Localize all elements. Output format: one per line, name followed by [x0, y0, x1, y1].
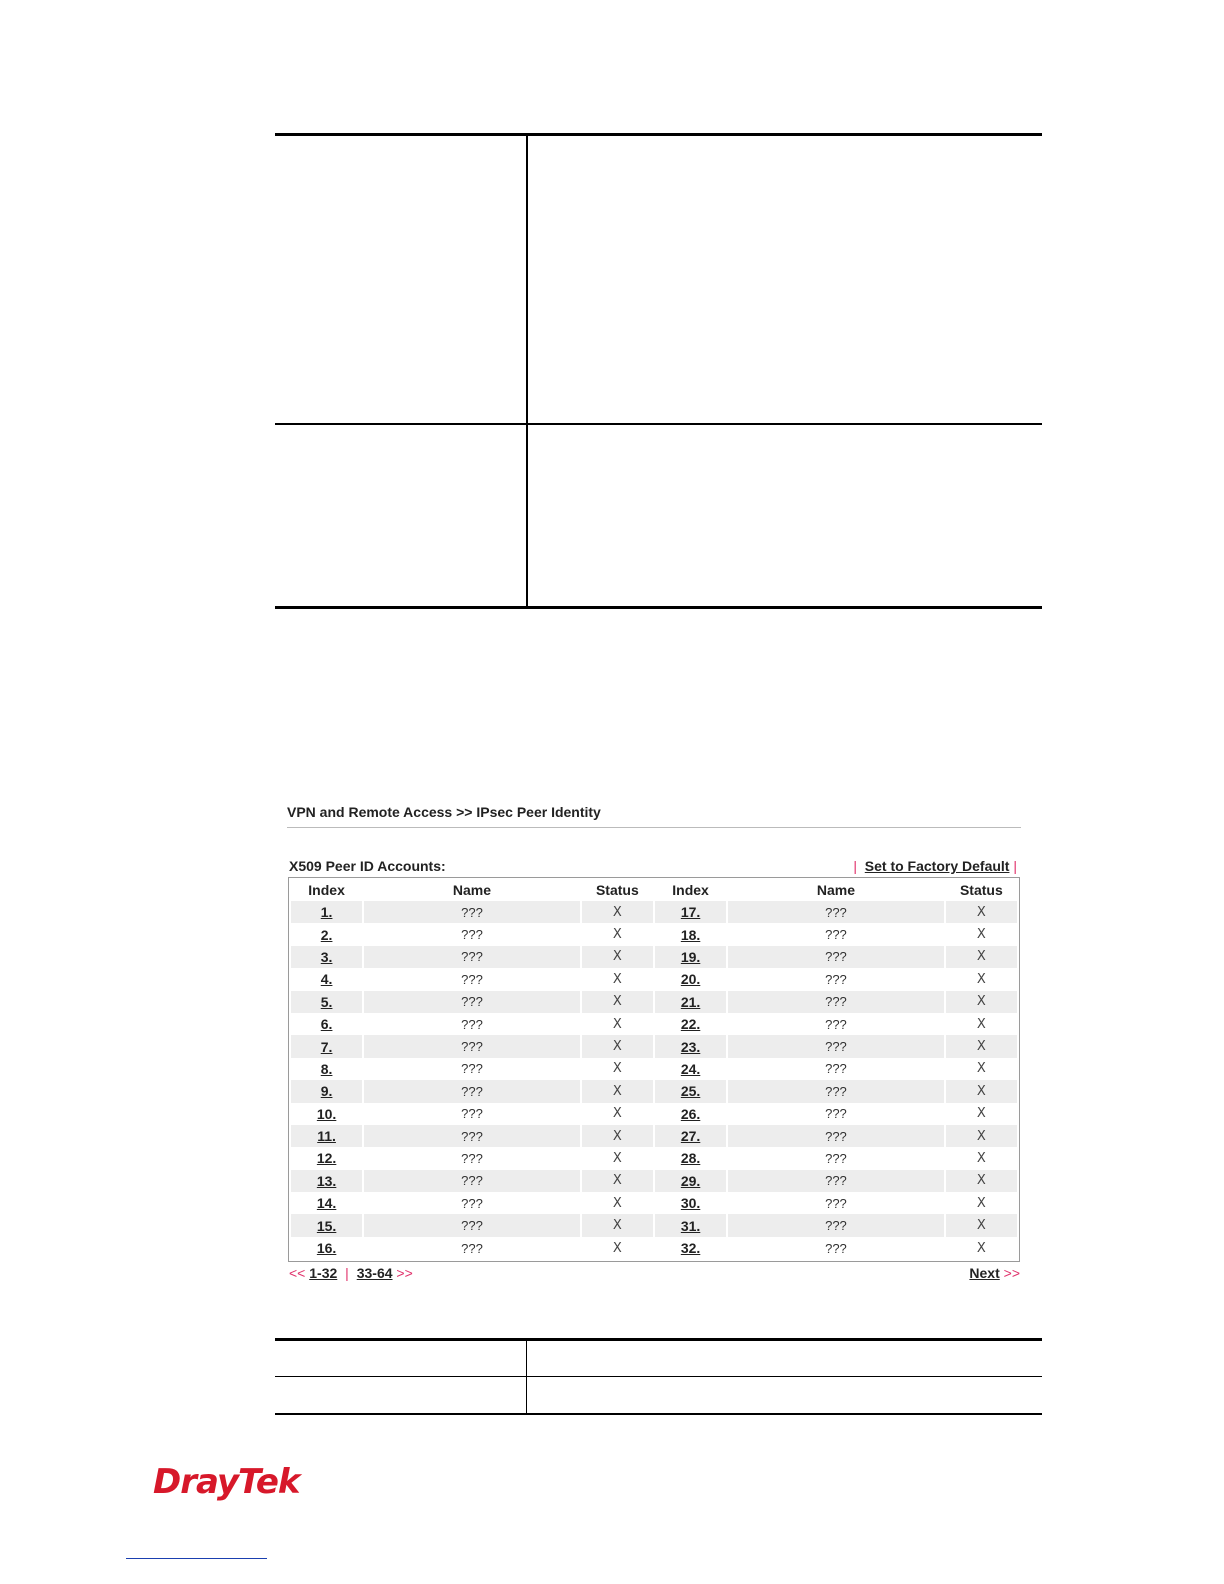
- column-header-index: Index: [672, 881, 709, 898]
- index-cell: [655, 1192, 726, 1214]
- status-cell: X: [946, 1170, 1017, 1192]
- index-link[interactable]: 7.: [320, 1038, 333, 1055]
- status-cell: X: [946, 991, 1017, 1013]
- name-cell: ???: [728, 1170, 944, 1192]
- name-cell: ???: [461, 1150, 483, 1166]
- name-cell: ???: [728, 946, 944, 968]
- table-row: [291, 968, 1017, 990]
- table-rule: [275, 606, 1042, 609]
- status-cell: X: [976, 971, 986, 987]
- status-cell: X: [946, 1214, 1017, 1236]
- index-cell: [291, 968, 362, 990]
- index-link[interactable]: 30.: [680, 1195, 701, 1212]
- table-rule: [275, 1338, 1042, 1341]
- index-link[interactable]: 27.: [680, 1128, 701, 1145]
- name-cell: ???: [728, 1035, 944, 1057]
- table-row: [291, 1192, 1017, 1214]
- table-rule: [275, 423, 1042, 425]
- index-link[interactable]: 31.: [680, 1217, 701, 1234]
- index-cell: [291, 1080, 362, 1102]
- index-link[interactable]: 32.: [680, 1240, 701, 1257]
- pipe-separator: |: [345, 1265, 349, 1281]
- index-cell: [291, 1147, 362, 1169]
- name-cell: ???: [728, 1080, 944, 1102]
- page-range-1-32-link[interactable]: 1-32: [309, 1265, 338, 1281]
- index-cell: [291, 923, 362, 945]
- status-cell: X: [612, 1240, 622, 1256]
- index-link[interactable]: 4.: [320, 971, 333, 988]
- next-arrows: >>: [1003, 1265, 1020, 1281]
- table-row: [291, 1147, 1017, 1169]
- index-cell: [655, 1013, 726, 1035]
- name-cell: ???: [728, 991, 944, 1013]
- status-cell: X: [612, 1106, 622, 1122]
- set-factory-default-link[interactable]: Set to Factory Default: [864, 858, 1010, 874]
- status-cell: X: [612, 1195, 622, 1211]
- table-row: [291, 1237, 1017, 1259]
- index-cell: [655, 1080, 726, 1102]
- name-cell: ???: [825, 927, 847, 943]
- index-link[interactable]: 2.: [320, 926, 333, 943]
- index-cell: [655, 1170, 726, 1192]
- footer-link-underline: [126, 1558, 267, 1559]
- status-cell: X: [946, 946, 1017, 968]
- index-cell: [291, 1035, 362, 1057]
- column-header-status: Status: [595, 881, 639, 898]
- table-row: [291, 991, 1017, 1013]
- index-cell: [291, 1214, 362, 1236]
- column-header-name: Name: [816, 881, 856, 898]
- status-cell: X: [946, 1035, 1017, 1057]
- index-link[interactable]: 17.: [680, 904, 701, 921]
- name-cell: ???: [461, 1240, 483, 1256]
- status-cell: X: [976, 1061, 986, 1077]
- status-cell: X: [946, 1125, 1017, 1147]
- name-cell: ???: [461, 971, 483, 987]
- status-cell: X: [582, 991, 653, 1013]
- table-row: [291, 1013, 1017, 1035]
- status-cell: X: [612, 971, 622, 987]
- page-range-33-64-link[interactable]: 33-64: [356, 1265, 393, 1281]
- index-cell: [291, 1237, 362, 1259]
- index-link[interactable]: 11.: [317, 1128, 336, 1145]
- index-link[interactable]: 13.: [316, 1172, 337, 1189]
- index-cell: [655, 1058, 726, 1080]
- table-header-row: [291, 878, 1017, 901]
- table-column-divider: [526, 1338, 527, 1415]
- status-cell: X: [612, 927, 622, 943]
- table-row: [291, 1103, 1017, 1125]
- status-cell: X: [976, 1240, 986, 1256]
- status-cell: X: [582, 1170, 653, 1192]
- index-cell: [655, 991, 726, 1013]
- status-cell: X: [582, 946, 653, 968]
- pipe-separator: |: [1013, 858, 1017, 874]
- table-row: [291, 1035, 1017, 1057]
- page-title: VPN and Remote Access >> IPsec Peer Identity: [287, 804, 601, 820]
- index-cell: [291, 901, 362, 923]
- name-cell: ???: [728, 1125, 944, 1147]
- column-header-name: Name: [452, 881, 492, 898]
- index-cell: [655, 968, 726, 990]
- next-arrows: >>: [396, 1265, 413, 1281]
- index-link[interactable]: 14.: [316, 1195, 337, 1212]
- table-column-divider: [526, 133, 528, 609]
- index-cell: [291, 1125, 362, 1147]
- status-cell: X: [976, 927, 986, 943]
- status-cell: X: [582, 1080, 653, 1102]
- index-link[interactable]: 1.: [320, 904, 333, 921]
- index-cell: [291, 1103, 362, 1125]
- page-range-nav: [289, 1265, 413, 1281]
- table-row: [291, 923, 1017, 945]
- name-cell: ???: [461, 1195, 483, 1211]
- status-cell: X: [582, 1035, 653, 1057]
- index-link[interactable]: 19.: [680, 948, 701, 965]
- status-cell: X: [976, 1150, 986, 1166]
- name-cell: ???: [825, 1150, 847, 1166]
- status-cell: X: [976, 1195, 986, 1211]
- status-cell: X: [582, 1125, 653, 1147]
- index-cell: [655, 1237, 726, 1259]
- status-cell: X: [582, 1214, 653, 1236]
- status-cell: X: [976, 1016, 986, 1032]
- status-cell: X: [612, 1061, 622, 1077]
- name-cell: ???: [364, 991, 580, 1013]
- name-cell: ???: [825, 1195, 847, 1211]
- name-cell: ???: [825, 971, 847, 987]
- name-cell: ???: [364, 946, 580, 968]
- name-cell: ???: [364, 901, 580, 923]
- column-header-index: Index: [308, 881, 345, 898]
- name-cell: ???: [825, 1016, 847, 1032]
- name-cell: ???: [364, 1080, 580, 1102]
- index-link[interactable]: 5.: [320, 993, 333, 1010]
- index-link[interactable]: 25.: [680, 1083, 701, 1100]
- table-row: [291, 1125, 1017, 1147]
- next-page-link[interactable]: Next: [969, 1265, 1000, 1281]
- status-cell: X: [946, 901, 1017, 923]
- name-cell: ???: [728, 1214, 944, 1236]
- index-link[interactable]: 20.: [680, 971, 701, 988]
- pipe-separator: |: [853, 858, 857, 874]
- index-cell: [291, 1058, 362, 1080]
- index-cell: [291, 946, 362, 968]
- table-row: [291, 1170, 1017, 1192]
- name-cell: ???: [461, 1106, 483, 1122]
- index-link[interactable]: 24.: [680, 1060, 701, 1077]
- factory-default-area: [853, 858, 1017, 874]
- index-link[interactable]: 23.: [680, 1038, 701, 1055]
- table-rule: [275, 1376, 1042, 1377]
- status-cell: X: [612, 1150, 622, 1166]
- name-cell: ???: [825, 1240, 847, 1256]
- index-cell: [291, 991, 362, 1013]
- status-cell: X: [612, 1016, 622, 1032]
- index-cell: [655, 946, 726, 968]
- index-cell: [291, 1192, 362, 1214]
- index-cell: [291, 1013, 362, 1035]
- index-link[interactable]: 16.: [316, 1240, 337, 1257]
- draytek-logo: DrayTek: [153, 1462, 300, 1502]
- table-rule: [275, 1413, 1042, 1415]
- name-cell: ???: [364, 1125, 580, 1147]
- index-cell: [655, 1035, 726, 1057]
- accounts-label: X509 Peer ID Accounts:: [289, 858, 446, 874]
- name-cell: ???: [364, 1035, 580, 1057]
- table-rule: [275, 133, 1042, 136]
- table-row: [291, 901, 1017, 923]
- title-divider: [287, 827, 1021, 828]
- index-link[interactable]: 18.: [680, 926, 701, 943]
- name-cell: ???: [825, 1106, 847, 1122]
- peer-id-accounts-table: [288, 877, 1020, 1262]
- name-cell: ???: [728, 901, 944, 923]
- table-row: [291, 1058, 1017, 1080]
- index-cell: [291, 1170, 362, 1192]
- status-cell: X: [582, 901, 653, 923]
- next-page-nav: [969, 1265, 1020, 1281]
- doc-table-top: [275, 133, 1042, 609]
- index-link[interactable]: 9.: [320, 1083, 333, 1100]
- index-link[interactable]: 6.: [320, 1016, 333, 1033]
- index-cell: [655, 1214, 726, 1236]
- table-row: [291, 1214, 1017, 1236]
- index-link[interactable]: 22.: [680, 1016, 701, 1033]
- index-cell: [655, 1103, 726, 1125]
- index-cell: [655, 901, 726, 923]
- status-cell: X: [946, 1080, 1017, 1102]
- name-cell: ???: [364, 1170, 580, 1192]
- index-link[interactable]: 26.: [680, 1105, 701, 1122]
- index-link[interactable]: 12.: [316, 1150, 337, 1167]
- column-header-status: Status: [959, 881, 1003, 898]
- name-cell: ???: [461, 1016, 483, 1032]
- index-cell: [655, 923, 726, 945]
- index-link[interactable]: 21.: [680, 993, 701, 1010]
- index-link[interactable]: 3.: [320, 948, 333, 965]
- index-link[interactable]: 15.: [316, 1217, 337, 1234]
- index-link[interactable]: 8.: [320, 1060, 333, 1077]
- index-link[interactable]: 29.: [680, 1172, 701, 1189]
- name-cell: ???: [461, 927, 483, 943]
- table-row: [291, 1080, 1017, 1102]
- name-cell: ???: [364, 1214, 580, 1236]
- index-link[interactable]: 10.: [316, 1105, 337, 1122]
- table-row: [291, 946, 1017, 968]
- index-cell: [655, 1147, 726, 1169]
- name-cell: ???: [825, 1061, 847, 1077]
- name-cell: ???: [461, 1061, 483, 1077]
- index-cell: [655, 1125, 726, 1147]
- doc-table-bottom: [275, 1338, 1042, 1416]
- prev-arrows: <<: [289, 1265, 306, 1281]
- status-cell: X: [976, 1106, 986, 1122]
- index-link[interactable]: 28.: [680, 1150, 701, 1167]
